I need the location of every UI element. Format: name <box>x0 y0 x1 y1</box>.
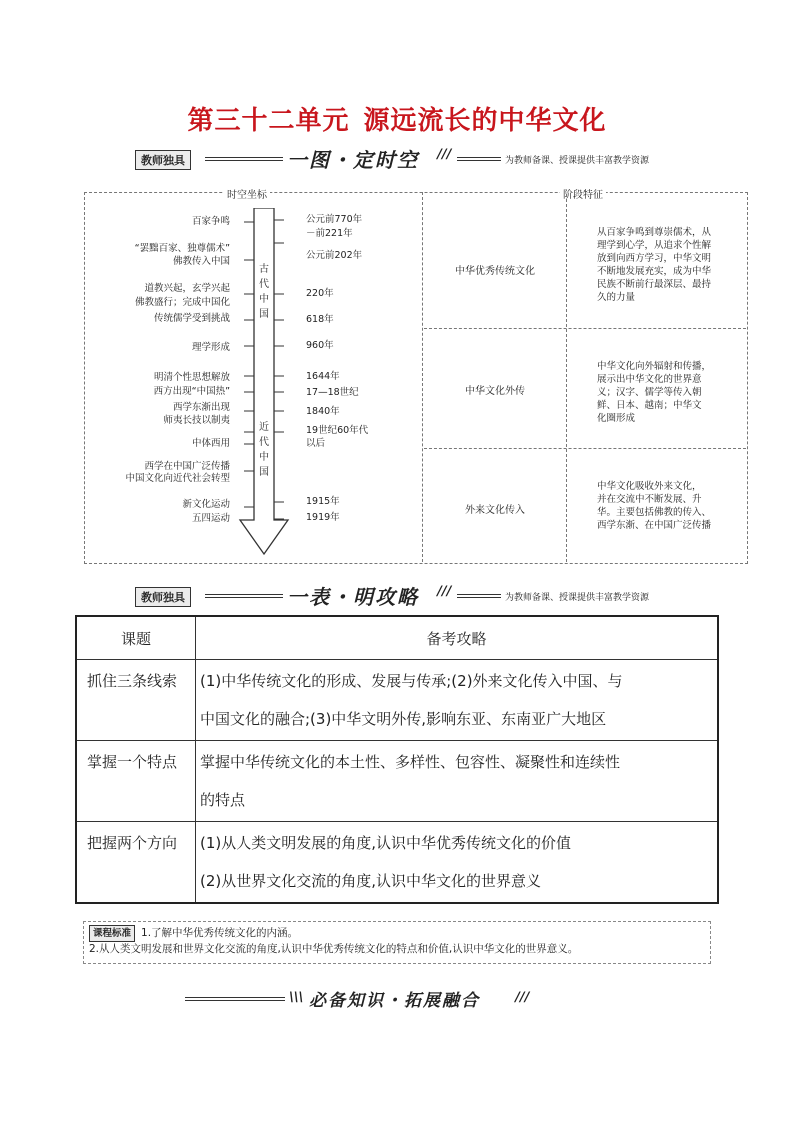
timeline-event: 佛教盛行；完成中国化 <box>134 297 230 308</box>
era-char: 古 <box>259 264 269 275</box>
divider-line <box>457 157 501 161</box>
page-title <box>0 100 794 137</box>
banner-strategy <box>135 585 675 607</box>
era-ancient-label <box>258 262 270 322</box>
timeline-year: 19世纪60年代 <box>306 425 369 436</box>
era-char: 代 <box>259 437 269 448</box>
timeline-event: 理学形成 <box>191 342 230 353</box>
table-row <box>76 822 718 904</box>
topic-cell: 抓住三条线索 <box>76 660 196 741</box>
era-char: 中 <box>259 294 269 305</box>
column-divider <box>422 192 423 562</box>
era-char: 近 <box>259 422 269 433</box>
stage-name: 中华文化外传 <box>465 386 525 397</box>
era-char: 中 <box>259 452 269 463</box>
standard-item: 2.从人类文明发展和世界文化交流的角度,认识中华优秀传统文化的特点和价值,认识中华文化的世界意义。 <box>89 943 579 955</box>
timeline-year: 17—18世纪 <box>306 387 359 398</box>
desc-line: 西学东渐、在中国广泛传播 <box>597 520 712 531</box>
strategy-cell <box>196 741 719 822</box>
desc-line: 不断地发展充实，成为中华 <box>597 266 712 277</box>
teacher-badge: 教师独具 <box>135 150 191 170</box>
desc-line: 中华文化吸收外来文化， <box>597 481 702 492</box>
section-heading-knowledge <box>185 988 545 1012</box>
standard-item: 1.了解中华优秀传统文化的内涵。 <box>141 927 299 939</box>
slash-decor-icon: /// <box>437 147 452 162</box>
stage-col-divider <box>566 194 567 562</box>
strategy-cell <box>196 660 719 741</box>
timeline-event: 西学东渐出现 <box>172 402 230 413</box>
teacher-badge: 教师独具 <box>135 587 191 607</box>
era-char: 代 <box>259 279 269 290</box>
slash-decor-icon: \\\ <box>289 990 304 1005</box>
stage-name: 外来文化传入 <box>465 505 525 516</box>
timeline-arrow-icon <box>238 208 290 558</box>
timeline-event: 百家争鸣 <box>191 216 230 227</box>
stage-name: 中华优秀传统文化 <box>455 266 535 277</box>
slash-decor-icon: /// <box>515 990 530 1005</box>
banner-heading: 一图・定时空 <box>287 148 419 172</box>
desc-line: 中华文化向外辐射和传播， <box>597 361 712 372</box>
slash-decor-icon: /// <box>437 584 452 599</box>
timeline-year: 1915年 <box>306 496 340 507</box>
timeline-event: 五四运动 <box>191 513 230 524</box>
stage-desc <box>597 360 711 425</box>
timeline-event: 新文化运动 <box>182 499 230 510</box>
banner-note: 为教师备课、授课提供丰富教学资源 <box>505 593 650 603</box>
col-header-strategy: 备考攻略 <box>196 616 719 660</box>
strategy-line: (1)从人类文明发展的角度,认识中华优秀传统文化的价值 <box>200 834 572 852</box>
desc-line: 华。主要包括佛教的传入、 <box>597 507 712 518</box>
era-char: 国 <box>259 467 269 478</box>
table-row <box>76 741 718 822</box>
desc-line: 久的力量 <box>597 292 636 303</box>
divider-line <box>185 997 285 1001</box>
desc-line: 鲜、日本、越南；中华文 <box>597 400 702 411</box>
unit-name: 源远流长的中华文化 <box>363 106 607 136</box>
banner-heading: 一表・明攻略 <box>287 585 419 609</box>
divider-line <box>205 594 283 598</box>
timeline-event: 西方出现“中国热” <box>153 386 230 397</box>
table-header-row <box>76 616 718 660</box>
timeline-year: 960年 <box>306 340 334 351</box>
banner-note: 为教师备课、授课提供丰富教学资源 <box>505 156 650 166</box>
curriculum-standard <box>83 921 711 964</box>
timeline-year: 公元前202年 <box>306 250 363 261</box>
timeline-event: 传统儒学受到挑战 <box>153 313 230 324</box>
section-heading-text: 必备知识・拓展融合 <box>309 991 480 1011</box>
timeline-year: 以后 <box>306 438 326 449</box>
timeline-event: 西学在中国广泛传播 <box>144 461 230 472</box>
topic-cell: 掌握一个特点 <box>76 741 196 822</box>
col-header-topic: 课题 <box>76 616 196 660</box>
timeline-year: 1840年 <box>306 406 340 417</box>
desc-line: 义；汉字、儒学等传入朝 <box>597 387 702 398</box>
timeline-year: 1644年 <box>306 371 340 382</box>
timeline-event: 道教兴起，玄学兴起 <box>144 283 230 294</box>
desc-line: 民族不断前行最深层、最持 <box>597 279 712 290</box>
divider-line <box>205 157 283 161</box>
timeline-event: “罢黜百家、独尊儒术” <box>134 243 230 254</box>
timeline-event: 中国文化向近代社会转型 <box>125 473 230 484</box>
standard-badge: 课程标准 <box>89 925 135 942</box>
desc-line: 从百家争鸣到尊崇儒术，从 <box>597 227 712 238</box>
strategy-cell <box>196 822 719 904</box>
timeline-year: 220年 <box>306 288 334 299</box>
topic-cell: 把握两个方向 <box>76 822 196 904</box>
desc-line: 放到向西方学习，中华文明 <box>597 253 712 264</box>
strategy-table <box>75 615 719 904</box>
timeline-caption: 时空坐标 <box>224 186 270 201</box>
desc-line: 展示出中华文化的世界意 <box>597 374 702 385</box>
timeline-year: 1919年 <box>306 512 340 523</box>
timeline-year: 公元前770年 <box>306 214 363 225</box>
unit-number: 第三十二单元 <box>187 106 350 136</box>
timeline-event: 佛教传入中国 <box>172 256 230 267</box>
desc-line: 化圈形成 <box>597 413 636 424</box>
stage-desc <box>597 226 711 304</box>
era-modern-label <box>258 420 270 480</box>
banner-timeline <box>135 148 675 170</box>
desc-line: 并在交流中不断发展、升 <box>597 494 702 505</box>
timeline-year: －前221年 <box>306 228 353 239</box>
desc-line: 理学到心学，从追求个性解 <box>597 240 712 251</box>
timeline-event: 中体西用 <box>191 438 230 449</box>
stages-caption: 阶段特征 <box>560 186 606 201</box>
table-row <box>76 660 718 741</box>
stage-desc <box>597 480 711 532</box>
timeline-event: 明清个性思想解放 <box>153 372 230 383</box>
strategy-line: 中国文化的融合;(3)中华文明外传,影响东亚、东南亚广大地区 <box>200 710 607 728</box>
era-char: 国 <box>259 309 269 320</box>
strategy-line: (1)中华传统文化的形成、发展与传承;(2)外来文化传入中国、与 <box>200 672 623 690</box>
timeline-year: 618年 <box>306 314 334 325</box>
strategy-line: 掌握中华传统文化的本土性、多样性、包容性、凝聚性和连续性 <box>200 753 621 771</box>
timeline-event: 师夷长技以制夷 <box>163 415 230 426</box>
strategy-line: (2)从世界文化交流的角度,认识中华文化的世界意义 <box>200 872 542 890</box>
strategy-line: 的特点 <box>200 791 246 809</box>
divider-line <box>457 594 501 598</box>
